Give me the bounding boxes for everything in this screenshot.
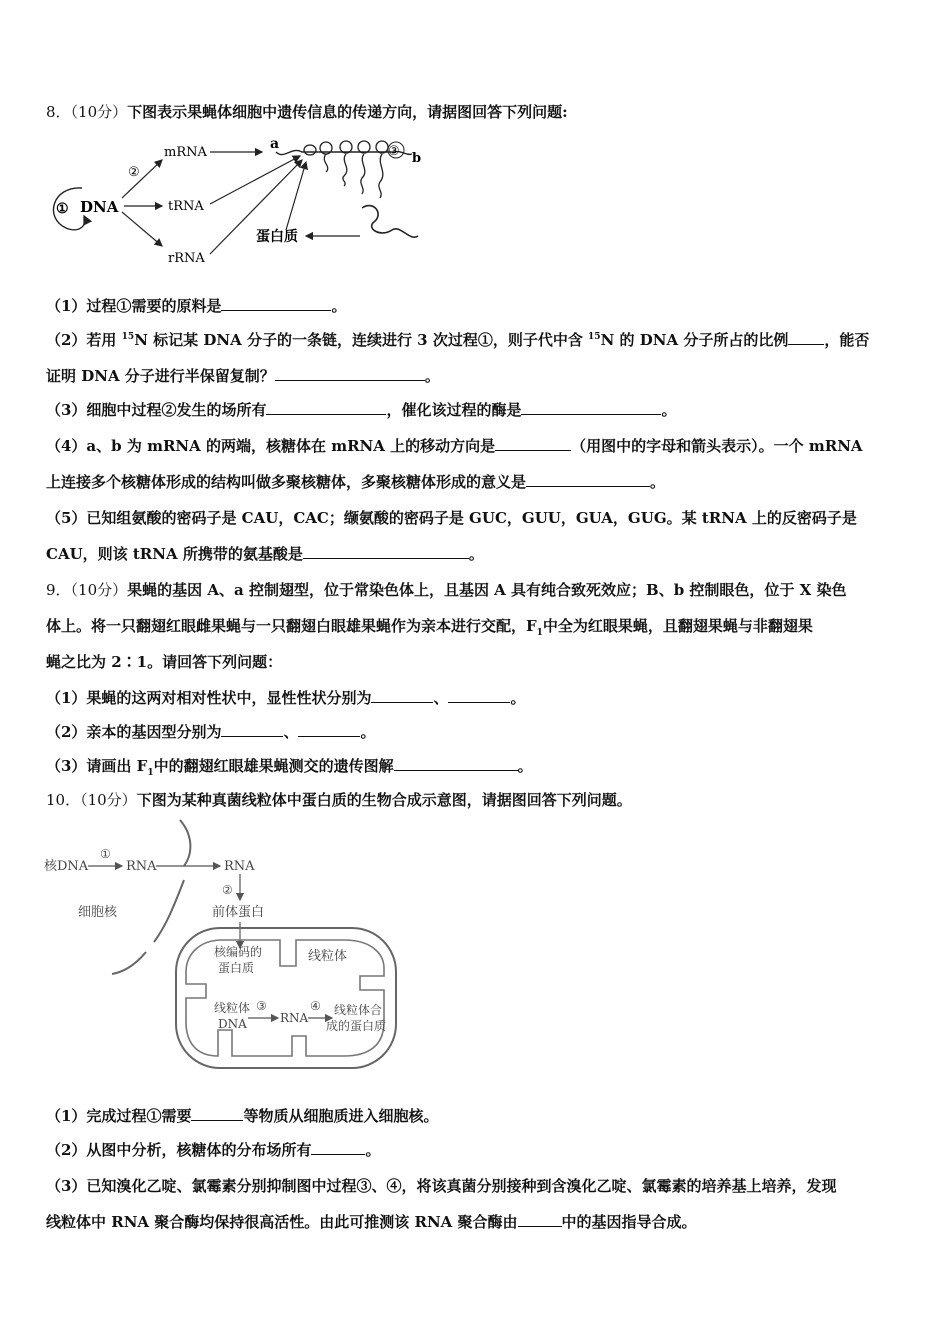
q10-process1-label: ① xyxy=(100,847,111,861)
q8-heading xyxy=(46,102,906,122)
q10-rna3-label: RNA xyxy=(280,1011,309,1025)
q10-rna2-label: RNA xyxy=(224,859,255,874)
q9-part3-end: 。 xyxy=(517,757,533,775)
q8-part4-text-c: 上连接多个核糖体形成的结构叫做多聚核糖体，多聚核糖体形成的意义是 xyxy=(46,473,527,491)
q9-number: 9．（10分） xyxy=(46,581,128,599)
q8-part2-text-b: N 标记某 DNA 分子的一条链，连续进行 3 次过程①，则子代中含 xyxy=(134,331,589,349)
q9-part1-blank2[interactable] xyxy=(448,688,510,703)
q10-rna1-label: RNA xyxy=(126,859,157,874)
q8-part4-text-a: （4）a、b 为 mRNA 的两端，核糖体在 mRNA 上的移动方向是 xyxy=(46,437,496,455)
q10-part2-text: （2）从图中分析，核糖体的分布场所有 xyxy=(46,1141,312,1159)
q10-part3-text-c: 中的基因指导合成。 xyxy=(561,1213,697,1231)
q10-number: 10．（10分） xyxy=(46,791,137,809)
q8-dna-label: DNA xyxy=(80,198,119,216)
q10-mitochondrion-label: 线粒体 xyxy=(308,949,348,964)
q10-part2 xyxy=(46,1140,906,1160)
q8-part3-blank1[interactable] xyxy=(266,400,386,415)
q8-protein-label: 蛋白质 xyxy=(256,229,298,245)
q8-part4-text-b: （用图中的字母和箭头表示）。一个 mRNA xyxy=(571,437,863,455)
q8-end-b-label: b xyxy=(412,151,422,166)
q9-part2-blank1[interactable] xyxy=(221,722,283,737)
q10-part1 xyxy=(46,1106,906,1126)
q9-part2-text: （2）亲本的基因型分别为 xyxy=(46,723,222,741)
q10-mito-protein-label-2: 成的蛋白质 xyxy=(326,1019,387,1033)
q10-part3-blank[interactable] xyxy=(518,1212,562,1227)
released-protein xyxy=(362,206,418,238)
q9-part2 xyxy=(46,722,906,742)
q8-number: 8．（10分） xyxy=(46,103,128,121)
q10-part1-text-a: （1）完成过程①需要 xyxy=(46,1107,192,1125)
q9-part1-text: （1）果蝇的这两对相对性状中，显性性状分别为 xyxy=(46,689,372,707)
q8-part5-line1 xyxy=(46,508,906,528)
q10-heading-text: 下图为某种真菌线粒体中蛋白质的生物合成示意图，请据图回答下列问题。 xyxy=(136,791,632,809)
q8-trna-label: tRNA xyxy=(168,199,204,214)
q9-stem-text-b: 中全为红眼果蝇，且翻翅果蝇与非翻翅果 xyxy=(542,617,813,635)
q8-part2-sup2: 15 xyxy=(588,332,601,342)
q10-part3-line1 xyxy=(46,1176,906,1196)
q8-part4-line1 xyxy=(46,436,906,456)
q9-stem-sub: 1 xyxy=(536,628,543,638)
q10-process3-label: ③ xyxy=(256,999,267,1013)
q8-part4-blank1[interactable] xyxy=(495,436,571,451)
q10-nuclear-dna-label: 核DNA xyxy=(44,859,89,874)
q10-part1-blank[interactable] xyxy=(191,1106,243,1121)
q10-process4-label: ④ xyxy=(310,999,321,1013)
q10-nucleus-label: 细胞核 xyxy=(78,905,118,920)
q8-part2-text-d: ，能否 xyxy=(824,331,870,349)
q10-mito-dna-label-2: DNA xyxy=(218,1017,247,1031)
q8-part2-blank1[interactable] xyxy=(788,330,824,345)
trna-to-ribosome-arrow xyxy=(210,156,300,204)
q10-part3-line2 xyxy=(46,1212,906,1232)
q8-part1-blank[interactable] xyxy=(221,296,331,311)
q8-part1 xyxy=(46,296,906,316)
q9-stem-text-a: 体上。将一只翻翅红眼雌果蝇与一只翻翅白眼雄果蝇作为亲本进行交配，F xyxy=(46,617,537,635)
q10-part1-text-b: 等物质从细胞质进入细胞核。 xyxy=(243,1107,439,1125)
q8-part2-line2 xyxy=(46,366,906,386)
q8-process2-label: ② xyxy=(128,165,140,180)
q8-part3 xyxy=(46,400,906,420)
q10-part2-end: 。 xyxy=(365,1141,381,1159)
q8-part3-end: 。 xyxy=(661,401,677,419)
q10-nuc-encoded-label-1: 核编码的 xyxy=(214,945,263,959)
q8-part5-blank[interactable] xyxy=(303,544,469,559)
q10-part3-text-a: （3）已知溴化乙啶、氯霉素分别抑制图中过程③、④，将该真菌分别接种到含溴化乙啶、氯霉素的培养基上培养，发现 xyxy=(46,1177,837,1195)
q8-part5-text-b: CAU，则该 tRNA 所携带的氨基酸是 xyxy=(46,545,303,563)
q8-part2-blank2[interactable] xyxy=(275,366,425,381)
q10-nuc-encoded-label-2: 蛋白质 xyxy=(218,961,255,975)
polyribosome xyxy=(304,141,388,198)
q8-diagram xyxy=(44,132,424,272)
q8-end-a-label: a xyxy=(270,136,280,152)
q9-part1 xyxy=(46,688,906,708)
q10-process2-label: ② xyxy=(222,883,233,897)
q8-part2-sup1: 15 xyxy=(121,332,135,342)
q9-part3-text-b: 中的翻翅红眼雄果蝇测交的遗传图解 xyxy=(153,757,394,775)
mitochondrion-outer-membrane xyxy=(176,928,396,1068)
q10-precursor-label: 前体蛋白 xyxy=(212,905,265,920)
protein-to-ribosome-arrow xyxy=(286,162,306,230)
q8-heading-text: 下图表示果蝇体细胞中遗传信息的传递方向，请据图回答下列问题: xyxy=(127,103,568,121)
q8-part3-text-a: （3）细胞中过程②发生的场所有 xyxy=(46,401,267,419)
q9-part3-text-a: （3）请画出 F xyxy=(46,757,148,775)
q9-heading-text: 果蝇的基因 A、a 控制翅型，位于常染色体上，且基因 A 具有纯合致死效应；B、b 控制眼色，位于 X 染色 xyxy=(127,581,847,599)
q9-part1-end: 。 xyxy=(510,689,526,707)
q9-part2-end: 。 xyxy=(360,723,376,741)
nuclear-envelope xyxy=(112,820,190,974)
q10-diagram xyxy=(44,816,444,1072)
q9-part1-sep: 、 xyxy=(433,689,449,707)
q9-stem-line2 xyxy=(46,616,906,636)
q10-part2-blank[interactable] xyxy=(311,1140,365,1155)
q10-part3-text-b: 线粒体中 RNA 聚合酶均保持很高活性。由此可推测该 RNA 聚合酶由 xyxy=(46,1213,518,1231)
q8-part3-text-b: ，催化该过程的酶是 xyxy=(386,401,522,419)
q9-part1-blank1[interactable] xyxy=(371,688,433,703)
q9-part3-sub: 1 xyxy=(147,768,154,778)
q8-part1-end: 。 xyxy=(331,297,347,315)
q8-part4-line2 xyxy=(46,472,906,492)
q10-mito-protein-label-1: 线粒体合 xyxy=(334,1003,383,1017)
q8-part5-end: 。 xyxy=(468,545,484,563)
q9-part3 xyxy=(46,756,906,776)
q8-rrna-label: rRNA xyxy=(168,251,205,266)
q8-mrna-label: mRNA xyxy=(164,145,207,160)
dna-to-rrna-arrow xyxy=(122,212,162,246)
q9-heading xyxy=(46,580,906,600)
q10-heading xyxy=(46,790,906,810)
q8-part3-blank2[interactable] xyxy=(521,400,661,415)
q8-part4-blank2[interactable] xyxy=(526,472,650,487)
q8-part2-text-a: （2）若用 xyxy=(46,331,122,349)
q10-mito-dna-label-1: 线粒体 xyxy=(214,1001,251,1015)
q9-part3-blank[interactable] xyxy=(394,756,518,771)
q8-process3-label: ③ xyxy=(388,144,400,159)
q8-part2-end: 。 xyxy=(424,367,440,385)
q8-process1-label: ① xyxy=(56,201,69,217)
q8-part2-line1 xyxy=(46,330,906,350)
q9-stem-line3 xyxy=(46,652,906,672)
q8-part2-text-c: N 的 DNA 分子所占的比例 xyxy=(600,331,789,349)
q8-part2-text-e: 证明 DNA 分子进行半保留复制？ xyxy=(46,367,275,385)
q8-part4-end: 。 xyxy=(650,473,666,491)
q8-part1-text: （1）过程①需要的原料是 xyxy=(46,297,222,315)
q9-part2-blank2[interactable] xyxy=(298,722,360,737)
q8-part5-line2 xyxy=(46,544,906,564)
q8-part5-text-a: （5）已知组氨酸的密码子是 CAU，CAC；缬氨酸的密码子是 GUC，GUU，GUA，GUG。某 tRNA 上的反密码子是 xyxy=(46,509,857,527)
q9-stem-text-c: 蝇之比为 2∶1。请回答下列问题： xyxy=(46,653,283,671)
q9-part2-sep: 、 xyxy=(283,723,299,741)
